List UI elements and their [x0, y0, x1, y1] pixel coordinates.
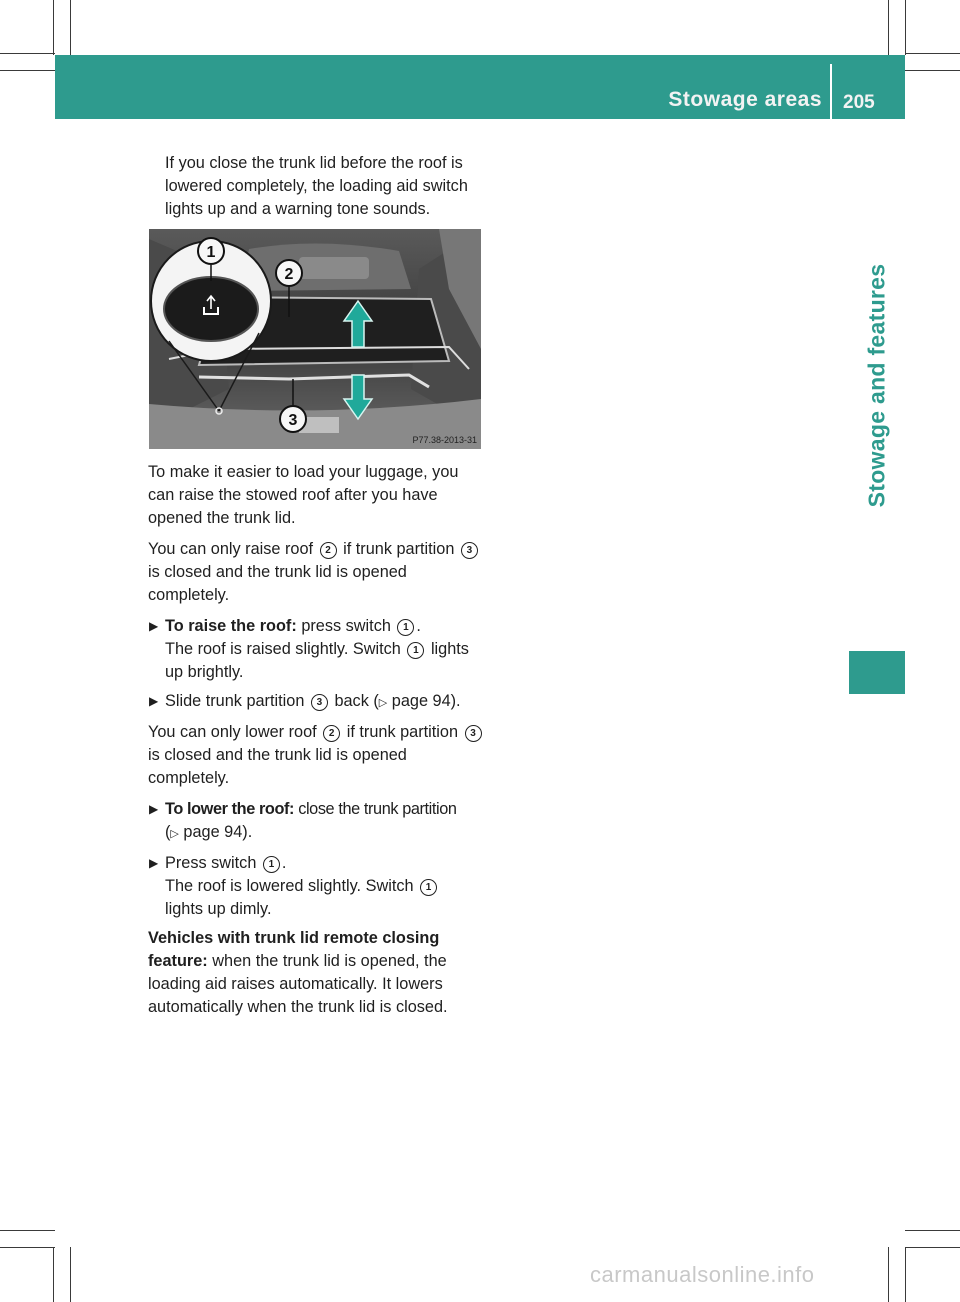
callout-1-label: 1	[206, 244, 216, 261]
callout-3-label: 3	[288, 412, 298, 429]
crop-mark	[905, 1230, 960, 1231]
callout-2-label: 2	[284, 266, 294, 283]
press-step-period: .	[281, 854, 287, 872]
crop-mark	[0, 1230, 55, 1231]
para3-text-a: You can only lower roof	[148, 723, 317, 741]
crop-mark	[905, 70, 960, 71]
para2-text-c: is closed and the trunk lid is opened completely.	[148, 563, 407, 604]
press-step-text: Press switch	[165, 854, 257, 872]
press-result-text-b: lights up dimly.	[165, 900, 272, 918]
crop-mark	[905, 0, 906, 55]
page-number: 205	[843, 92, 875, 113]
slide-step	[148, 690, 484, 715]
para-remote-closing	[148, 927, 484, 1019]
raise-step-result	[165, 638, 484, 684]
crop-mark	[70, 0, 71, 55]
lower-step-line	[165, 798, 484, 821]
num-badge: 2	[320, 542, 337, 559]
crop-mark	[888, 1247, 889, 1302]
para-raise-intro: To make it easier to load your luggage, you can raise the stowed roof after you have opened the trunk lid.	[148, 463, 459, 527]
lower-step-page-ref[interactable]: page 94).	[183, 823, 253, 841]
crop-mark	[53, 0, 54, 55]
crop-mark	[0, 1247, 55, 1248]
page-ref-icon: ▷	[170, 828, 179, 840]
crop-mark	[905, 1247, 906, 1302]
crop-mark	[905, 1247, 960, 1248]
raise-result-text-b: lights up brightly.	[165, 640, 469, 681]
slide-step-text-b: back (	[334, 692, 379, 710]
remote-text: when the trunk lid is opened, the loading aid raises automatically. It lowers automatically when the trunk lid is closed.	[148, 952, 448, 1016]
crop-mark	[70, 1247, 71, 1302]
remote-label: Vehicles with trunk lid remote closing feature:	[148, 929, 440, 970]
trunk-illustration	[149, 229, 481, 449]
slide-step-page-ref[interactable]: page 94).	[391, 692, 461, 710]
lower-step-text: close the trunk partition	[298, 800, 457, 818]
watermark: carmanualsonline.info	[590, 1262, 815, 1287]
side-tab-label: Stowage and features	[863, 263, 890, 507]
raise-step-text: press switch	[301, 617, 391, 635]
num-badge: 3	[461, 542, 478, 559]
raise-step-label: To raise the roof:	[165, 617, 297, 635]
para2-text-a: You can only raise roof	[148, 540, 314, 558]
step-arrow-icon: ▶	[149, 802, 159, 816]
lower-step	[148, 798, 484, 846]
trunk-figure	[149, 229, 481, 449]
crop-mark	[905, 53, 960, 54]
num-badge: 3	[465, 725, 482, 742]
figure-reference: P77.38-2013-31	[412, 435, 477, 445]
para3-text-c: is closed and the trunk lid is opened completely.	[148, 746, 407, 787]
step-arrow-icon: ▶	[149, 856, 159, 870]
crop-mark	[53, 1247, 54, 1302]
num-badge: 1	[263, 856, 280, 873]
num-badge: 1	[397, 619, 414, 636]
raise-result-text-a: The roof is raised slightly. Switch	[165, 640, 401, 658]
lower-step-label: To lower the roof:	[165, 800, 295, 818]
slide-step-line	[165, 690, 484, 715]
press-step	[148, 852, 484, 921]
intro-text: If you close the trunk lid before the roof is lowered completely, the loading aid switch lights up and a warning tone sounds.	[165, 154, 468, 218]
raise-step-period: .	[416, 617, 421, 635]
para2-text-b: if trunk partition	[343, 540, 455, 558]
section-title: Stowage areas	[668, 88, 822, 111]
num-badge: 1	[420, 879, 437, 896]
lower-step-ref: (▷ page 94).	[165, 823, 253, 841]
crop-mark	[0, 70, 55, 71]
raise-step-line	[165, 615, 484, 638]
side-tab	[849, 120, 905, 650]
crop-mark	[888, 0, 889, 55]
num-badge: 1	[407, 642, 424, 659]
press-step-line	[165, 852, 484, 875]
para-raise-condition	[148, 538, 484, 607]
main-content	[148, 152, 484, 1027]
step-arrow-icon: ▶	[149, 619, 159, 633]
step-arrow-icon: ▶	[149, 694, 159, 708]
press-step-result	[165, 875, 484, 898]
side-tab-block	[849, 651, 905, 694]
raise-step	[148, 615, 484, 684]
header-divider	[830, 64, 832, 119]
crop-mark	[0, 53, 55, 54]
para3-text-b: if trunk partition	[346, 723, 459, 741]
slide-step-text-a: Slide trunk partition	[165, 692, 305, 710]
para-lower-condition	[148, 721, 484, 790]
page-ref-icon: ▷	[378, 697, 388, 709]
press-result-text-a: The roof is lowered slightly. Switch	[165, 877, 414, 895]
num-badge: 3	[311, 694, 328, 711]
num-badge: 2	[323, 725, 340, 742]
